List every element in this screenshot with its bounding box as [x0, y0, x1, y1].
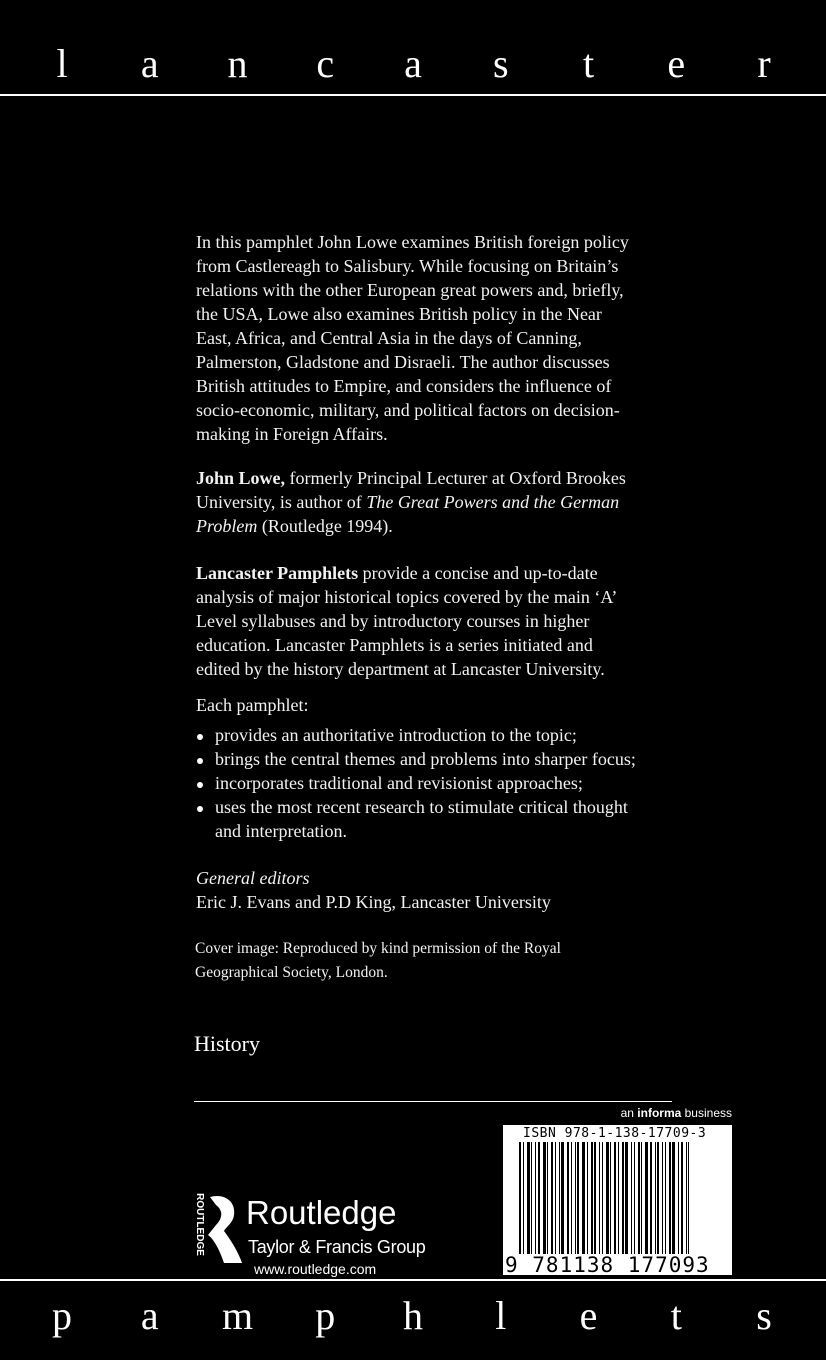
barcode-bar — [655, 1142, 656, 1254]
text-line: Level syllabuses and by introductory courses in higher — [196, 611, 590, 631]
informa-tagline — [621, 1106, 732, 1120]
logo-vertical-text: ROUTLEDGE — [193, 1193, 205, 1256]
list-item: uses the most recent research to stimulate critical thought — [196, 795, 636, 819]
text-line: from Castlereagh to Salisbury. While focusing on Britain’s — [196, 256, 619, 276]
text-line: the USA, Lowe also examines British policy in the Near — [196, 304, 602, 324]
barcode-bar — [587, 1142, 588, 1254]
text: formerly Principal Lecturer at Oxford Brookes — [285, 468, 626, 488]
barcode-bar — [634, 1142, 635, 1254]
series-letter: a — [140, 41, 159, 86]
series-letter: l — [495, 1293, 507, 1338]
barcode-bar — [688, 1142, 689, 1254]
barcode-bar — [681, 1142, 683, 1254]
editors — [196, 866, 551, 914]
barcode-bar — [551, 1142, 553, 1254]
barcode-bar — [641, 1142, 642, 1254]
barcode-bar — [577, 1142, 579, 1254]
barcode-bar — [582, 1142, 585, 1254]
series-letter: s — [756, 1293, 772, 1338]
top-rule — [0, 94, 826, 96]
barcode-bar — [622, 1142, 624, 1254]
barcode-bar — [559, 1142, 560, 1254]
barcode-bar — [543, 1142, 546, 1254]
text: business — [681, 1106, 732, 1120]
barcode-bar — [561, 1142, 564, 1254]
barcode-bar — [631, 1142, 632, 1254]
text: provide a concise and up-to-date — [358, 563, 598, 583]
publisher-group: Taylor & Francis Group — [248, 1237, 426, 1257]
barcode-bar — [669, 1142, 671, 1254]
series-title-bottom — [40, 1292, 786, 1339]
series-letter: t — [582, 41, 595, 86]
series-letter: a — [404, 41, 422, 86]
barcode-bar — [547, 1142, 548, 1254]
barcode-bar — [665, 1142, 666, 1254]
barcode-bar — [555, 1142, 556, 1254]
barcode-bar — [538, 1142, 540, 1254]
barcode-bar — [614, 1142, 616, 1254]
series-letter: p — [52, 1293, 72, 1338]
barcode-bar — [594, 1142, 596, 1254]
barcode-bar — [531, 1142, 532, 1254]
isbn-text: ISBN 978-1-138-17709-3 — [523, 1126, 707, 1141]
barcode-bar — [602, 1142, 603, 1254]
list-item-continuation: and interpretation. — [215, 821, 347, 841]
barcode-bar — [645, 1142, 648, 1254]
ean-digits: 9 781138 177093 — [505, 1253, 710, 1277]
barcode-bar — [686, 1142, 687, 1254]
publisher-name: Routledge — [246, 1194, 397, 1231]
isbn-barcode — [503, 1125, 732, 1275]
features-list — [196, 693, 636, 843]
list-item: brings the central themes and problems into sharper focus; — [196, 747, 636, 771]
series-letter: n — [227, 41, 248, 86]
barcode-bar — [606, 1142, 609, 1254]
series-name: Lancaster Pamphlets — [196, 563, 359, 583]
series-letter: s — [492, 41, 509, 86]
author-name: John Lowe, — [196, 468, 286, 488]
series-letter: c — [316, 41, 335, 86]
divider — [194, 1101, 672, 1102]
author-bio — [196, 466, 626, 538]
barcode-bar — [610, 1142, 611, 1254]
list-item: provides an authoritative introduction to the topic; — [196, 723, 636, 747]
barcode-bar — [625, 1142, 628, 1254]
series-letter: t — [670, 1293, 682, 1338]
barcode-bar — [567, 1142, 569, 1254]
barcode-bar — [657, 1142, 659, 1254]
description — [196, 230, 629, 446]
series-letter: p — [315, 1293, 336, 1338]
text-line: making in Foreign Affairs. — [196, 424, 388, 444]
barcode-bar — [650, 1142, 652, 1254]
barcode-bar — [575, 1142, 576, 1254]
barcode-bar — [571, 1142, 572, 1254]
editors-label: General editors — [196, 868, 310, 888]
list-item: incorporates traditional and revisionist approaches; — [196, 771, 636, 795]
list-intro: Each pamphlet: — [196, 695, 309, 715]
barcode-bars — [519, 1142, 719, 1254]
cover-credit — [195, 937, 561, 985]
text: an — [620, 1106, 638, 1120]
editors-names: Eric J. Evans and P.D King, Lancaster University — [196, 892, 551, 912]
category-label: History — [194, 1031, 260, 1056]
text: University, is author of — [196, 492, 367, 512]
barcode-bar — [523, 1142, 524, 1254]
series-letter: e — [579, 1293, 598, 1338]
text-line: In this pamphlet John Lowe examines British foreign policy — [196, 232, 629, 252]
barcode-bar — [662, 1142, 663, 1254]
barcode-bar — [535, 1142, 536, 1254]
text-line: relations with the other European great powers and, briefly, — [196, 280, 624, 300]
publisher-url: www.routledge.com — [254, 1261, 377, 1277]
text-line: British attitudes to Empire, and considers the influence of — [196, 376, 612, 396]
series-letter: h — [403, 1293, 423, 1338]
text-line: East, Africa, and Central Asia in the days of Canning, — [196, 328, 582, 348]
text-line: Palmerston, Gladstone and Disraeli. The author discusses — [196, 352, 610, 372]
series-letter: l — [56, 41, 68, 86]
text: (Routledge 1994). — [257, 516, 393, 536]
barcode-bar — [519, 1142, 521, 1254]
series-title-top — [40, 40, 786, 87]
text-line: education. Lancaster Pamphlets is a series initiated and — [196, 635, 593, 655]
series-letter: a — [140, 1293, 159, 1338]
profile-logo-icon — [202, 1195, 246, 1265]
series-letter: e — [667, 41, 686, 86]
text-line: edited by the history department at Lancaster University. — [196, 659, 605, 679]
book-title: The Great Powers and the German — [366, 492, 620, 512]
barcode-bar — [618, 1142, 619, 1254]
bottom-rule — [0, 1279, 826, 1281]
barcode-bar — [527, 1142, 530, 1254]
series-letter: m — [221, 1293, 254, 1338]
barcode-bar — [678, 1142, 679, 1254]
text-line: socio-economic, military, and political factors on decision- — [196, 400, 620, 420]
text: informa — [637, 1106, 682, 1120]
barcode-bar — [591, 1142, 593, 1254]
series-description — [196, 561, 617, 681]
barcode-bar — [672, 1142, 675, 1254]
text-line: Cover image: Reproduced by kind permission of the Royal — [195, 940, 561, 957]
barcode-bar — [599, 1142, 600, 1254]
text-line: analysis of major historical topics covered by the main ‘A’ — [196, 587, 618, 607]
series-letter: r — [757, 41, 771, 86]
text-line: Geographical Society, London. — [195, 964, 388, 981]
barcode-bar — [638, 1142, 640, 1254]
book-title: Problem — [196, 516, 258, 536]
